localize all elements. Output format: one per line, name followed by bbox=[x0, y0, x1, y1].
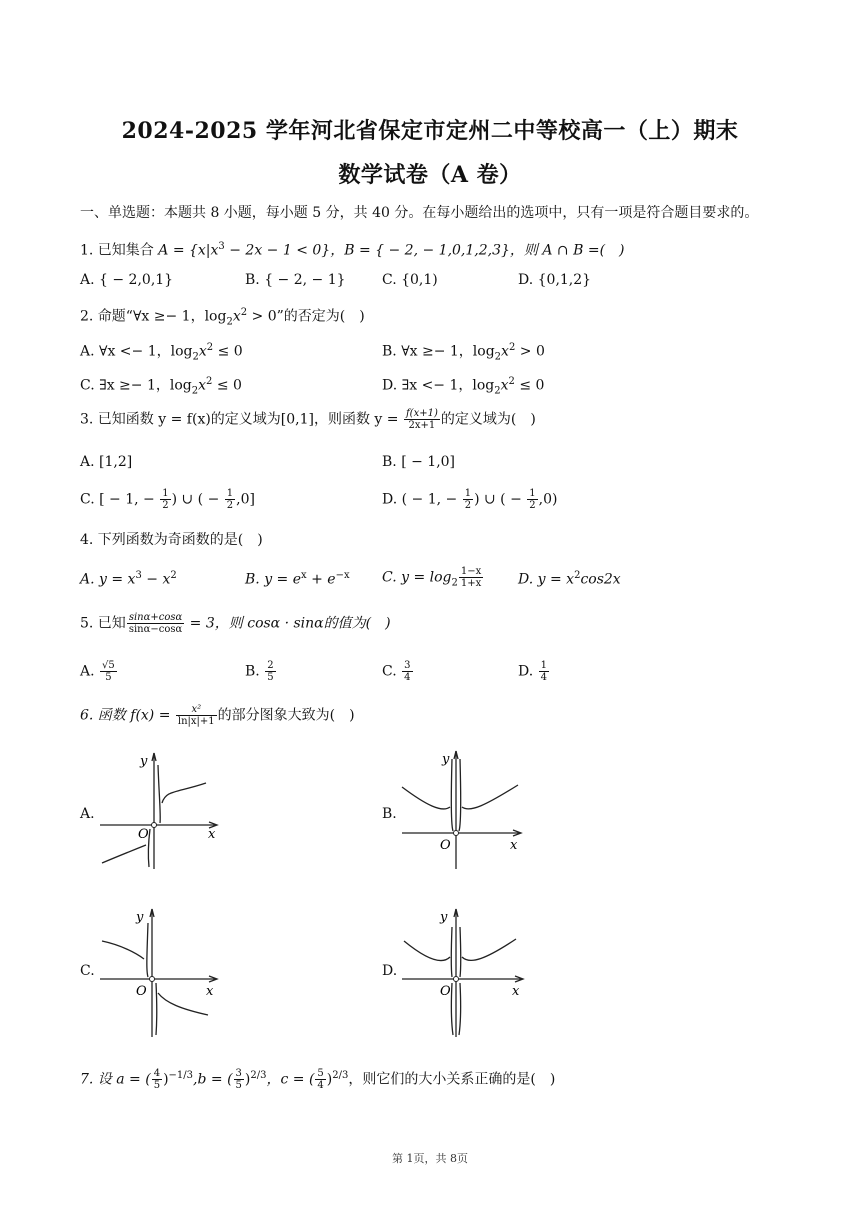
q5-option-c: C. $\frac{3}{4}$ bbox=[382, 660, 411, 683]
q6-graph-d bbox=[398, 903, 528, 1043]
q6-graph-c bbox=[96, 903, 226, 1043]
page-footer: 第 1页，共 8页 bbox=[392, 1152, 468, 1165]
question-5-stem: 5. 已知 $\frac{\sin\alpha+\cos\alpha}{\sin\alpha-\cos\alpha}$ = 3，则 cosα · sinα的值为( ) bbox=[80, 612, 391, 635]
q3-option-a: A. [1,2] bbox=[80, 454, 133, 470]
axis-y-label: y bbox=[140, 754, 148, 769]
svg-text:y: y bbox=[442, 752, 450, 767]
q2-option-d: D. ∃x <− 1，$\log_2x^2 \le 0$ bbox=[382, 376, 545, 397]
exam-title-line1: 2024-2025 学年河北省保定市定州二中等校高一（上）期末 bbox=[121, 118, 739, 144]
q1-option-d: D. {0,1,2} bbox=[518, 272, 592, 288]
q5-option-a: A. $\frac{√5}{5}$ bbox=[80, 660, 115, 683]
q6-option-c-label: C. bbox=[80, 963, 95, 979]
q4-option-b: B. $y = e^x + e^{-x}$ bbox=[245, 570, 350, 588]
q4-option-a: A. $y = x^3 - x^2$ bbox=[80, 570, 177, 588]
q3-fraction: $\frac{f(x+1)}{2x+1}$ bbox=[405, 408, 438, 431]
question-3-stem: 3. 已知函数 y = f(x)的定义域为[0,1]，则函数 y = $\frac{f(x+1)}{2x+1}$ 的定义域为( ) bbox=[80, 408, 536, 431]
q5-option-b: B. $\frac{2}{5}$ bbox=[245, 660, 274, 683]
q6-graph-b bbox=[398, 745, 528, 875]
q4-option-c: C. $y = \log_2$ $\frac{1-x}{1+x}$ bbox=[382, 566, 482, 589]
svg-text:O: O bbox=[440, 838, 451, 853]
axis-x-label: x bbox=[208, 827, 216, 842]
exam-title-line2: 数学试卷（A 卷） bbox=[338, 162, 522, 188]
q6-graph-a bbox=[96, 745, 226, 875]
q1-option-c: C. {0,1) bbox=[382, 272, 438, 288]
q1-option-b: B. { − 2, − 1} bbox=[245, 272, 346, 288]
q2-option-c: C. ∃x ≥− 1，$\log_2x^2 \le 0$ bbox=[80, 376, 242, 397]
question-6-stem: 6. 函数 f(x) = $\frac{\text{x²}}{\ln|x|+1}$ 的部分图象大致为( ) bbox=[80, 704, 355, 727]
section-heading: 一、单选题：本题共 8 小题，每小题 5 分，共 40 分。在每小题给出的选项中，只有一项是符合题目要求的。 bbox=[80, 205, 759, 221]
svg-text:x: x bbox=[206, 984, 214, 999]
q2-option-b: B. ∀x ≥− 1，$\log_2x^2 > 0$ bbox=[382, 342, 545, 363]
svg-text:y: y bbox=[440, 910, 448, 925]
axis-origin-label: O bbox=[138, 827, 149, 842]
question-2-stem: 2. 命题“∀x ≥− 1，$\log_2x^2 > 0$”的否定为( ) bbox=[80, 307, 365, 328]
svg-text:x: x bbox=[512, 984, 520, 999]
q3-option-c: C. [ − 1, − $\frac{1}{2}$ ) ∪ ( − $\frac{1}{2}$ ,0] bbox=[80, 488, 255, 511]
svg-text:O: O bbox=[440, 984, 451, 999]
q6-option-d-label: D. bbox=[382, 963, 398, 979]
svg-text:x: x bbox=[510, 838, 518, 853]
question-7-stem: 7. 设 a = ( $\frac{4}{5}$ )$^{-1/3}$,b = ( $\frac{3}{5}$ )$^{2/3}$，c = ( $\frac{5}{4}$ )$^{2/3}$，则它们的大小关系正确的是( ) bbox=[80, 1068, 556, 1092]
question-1-stem: 1. 已知集合 $A = \{x|x^3 - 2x - 1 < 0\}$，B = { − 2, − 1,0,1,2,3}，则 A ∩ B =( ) bbox=[80, 241, 625, 259]
q1-option-a: A. { − 2,0,1} bbox=[80, 272, 174, 288]
q5-option-d: D. $\frac{1}{4}$ bbox=[518, 660, 548, 683]
svg-text:O: O bbox=[136, 984, 147, 999]
svg-text:y: y bbox=[136, 910, 144, 925]
q2-option-a: A. ∀x <− 1，$\log_2x^2 \le 0$ bbox=[80, 342, 243, 363]
q3-option-b: B. [ − 1,0] bbox=[382, 454, 456, 470]
q4-option-d: D. $y = x^2\cos 2x$ bbox=[518, 570, 621, 588]
q6-option-a-label: A. bbox=[80, 806, 95, 822]
q6-option-b-label: B. bbox=[382, 806, 397, 822]
question-4-stem: 4. 下列函数为奇函数的是( ) bbox=[80, 532, 263, 548]
q3-option-d: D. ( − 1, − $\frac{1}{2}$ ) ∪ ( − $\frac{1}{2}$ ,0) bbox=[382, 488, 558, 511]
